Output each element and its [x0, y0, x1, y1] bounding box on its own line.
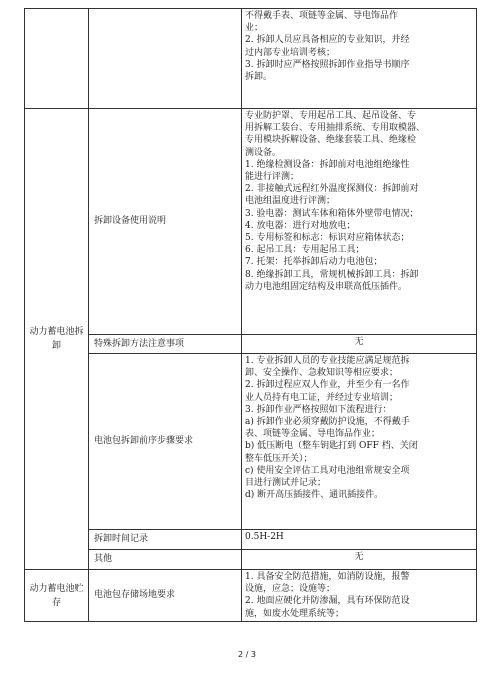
content-line: d) 断开高压插接件、通讯插接件。 [245, 490, 384, 501]
table-row [25, 570, 477, 622]
content-line: 能进行评测； [245, 172, 300, 183]
content-line: 施，如废水处理系统等； [245, 608, 345, 619]
content-line: 测设备。 [245, 147, 282, 158]
content-line: a) 拆卸作业必须穿戴防护设施，不得戴手 [245, 417, 410, 428]
category-cell-empty [25, 9, 89, 109]
value-cell: 无 [242, 550, 477, 570]
table-row [25, 550, 477, 570]
content-line: 表、项链等金属、导电饰品作业； [245, 429, 381, 440]
content-line: 4. 放电器：进行对地放电； [245, 220, 356, 231]
content-line: 5. 专用标签和标志：标识对应箱体状态； [245, 233, 410, 244]
table-row [25, 109, 477, 335]
content-cell [242, 109, 477, 335]
page-number: 2 / 3 [238, 650, 256, 659]
content-line: 8. 绝缘拆卸工具，常规机械拆卸工具：拆卸 [245, 269, 419, 280]
content-line: 业人员持有电工证，并经过专业培训； [245, 392, 399, 403]
document-table [24, 8, 477, 622]
content-line: 6. 起吊工具：专用起吊工具； [245, 245, 365, 256]
content-line: 业； [245, 23, 264, 34]
content-line: 卸、安全操作、急救知识等相应要求； [245, 368, 399, 379]
category-cell: 动力蓄电池贮存 [25, 570, 89, 622]
content-line: 动力电池组固定结构及串联高低压插件。 [245, 281, 408, 292]
content-line: 目进行测试并记录； [245, 478, 327, 489]
content-line: 3. 拆卸作业严格按照如下流程进行： [245, 404, 392, 415]
content-line: 2. 拆卸过程应双人作业，并至少有一名作 [245, 380, 410, 391]
content-cell [242, 9, 477, 109]
content-line: 专业防护罩、专用起吊工具、起吊设备、专 [245, 111, 417, 121]
item-cell: 特殊拆卸方法注意事项 [89, 335, 242, 354]
table-row [25, 335, 477, 354]
content-line: b) 低压断电（整车钥匙打到 OFF 档、关闭 [245, 441, 418, 452]
item-cell: 其他 [89, 550, 242, 570]
content-line: 过内部专业培训考核； [245, 47, 336, 58]
item-cell: 拆卸时间记录 [89, 530, 242, 550]
content-line: 专用模块拆解设备、绝缘套装工具、绝缘检 [245, 135, 417, 146]
item-cell-empty [89, 9, 242, 109]
content-line: 1. 专业拆卸人员的专业技能应满足规范拆 [245, 356, 410, 366]
table-row [25, 530, 477, 550]
content-line: 拆卸。 [245, 72, 273, 83]
content-line: 设施，应急；设施等； [245, 584, 336, 595]
content-line: c) 使用安全评估工具对电池组常规安全项 [245, 465, 410, 476]
content-line: 不得戴手表、项链等金属、导电饰品作 [245, 11, 399, 21]
item-cell: 电池包拆卸前序步骤要求 [89, 354, 242, 530]
item-cell: 电池包存储场地要求 [89, 570, 242, 622]
content-line: 用拆解工装台、专用抽排系统、专用取模器、 [245, 123, 426, 134]
content-line: 2. 非接触式远程红外温度探测仪：拆卸前对 [245, 184, 419, 195]
content-line: 3. 拆卸时应严格按照拆卸作业指导书顺序 [245, 59, 410, 70]
content-line: 7. 托架：托举拆卸后动力电池包； [245, 257, 383, 268]
content-cell [242, 354, 477, 530]
content-line: 2. 拆卸人员应具备相应的专业知识，并经 [245, 35, 410, 46]
value-cell: 无 [242, 335, 477, 354]
category-cell: 动力蓄电池拆卸 [25, 109, 89, 570]
content-line: 整车低压开关）； [245, 453, 313, 464]
table-row [25, 354, 477, 530]
content-line: 电池组温度进行评测； [245, 196, 336, 207]
table-row [25, 9, 477, 109]
value-cell: 0.5H-2H [242, 530, 477, 550]
content-line: 1. 绝缘检测设备：拆卸前对电池组绝缘性 [245, 159, 410, 170]
content-cell [242, 570, 477, 622]
content-line: 3. 验电器：测试车体和箱体外壁带电情况； [245, 208, 419, 219]
content-line: 1. 具备安全防范措施，如消防设施，报警 [245, 572, 410, 582]
content-line: 2. 地面应硬化并防渗漏，具有环保防范设 [245, 596, 410, 607]
item-cell: 拆卸设备使用说明 [89, 109, 242, 335]
